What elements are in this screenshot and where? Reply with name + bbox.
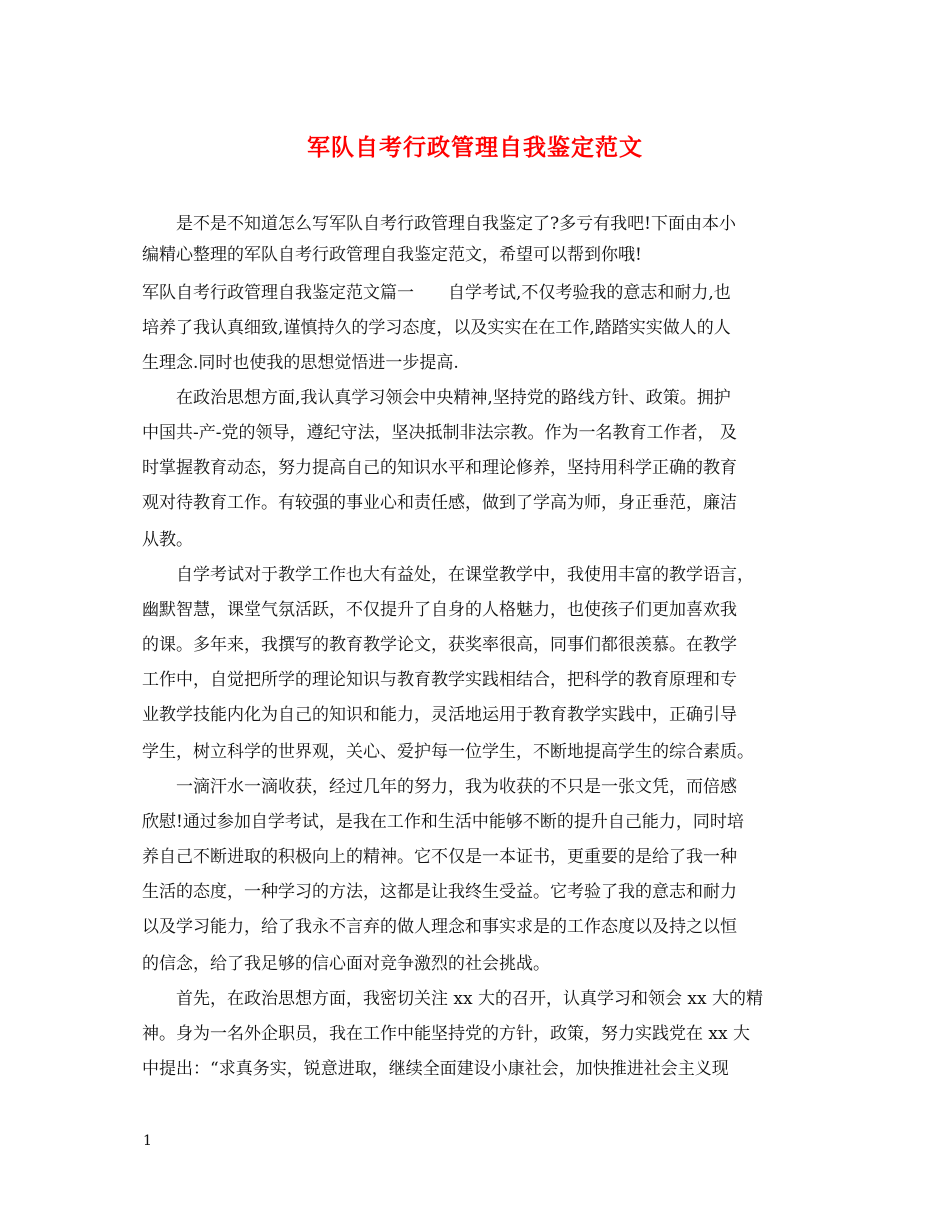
- body-line: 军队自考行政管理自我鉴定范文篇一 自学考试,不仅考验我的意志和耐力,也: [142, 283, 731, 303]
- body-line: 自学考试对于教学工作也大有益处，在课堂教学中，我使用丰富的教学语言，: [142, 565, 754, 585]
- body-line: 欣慰!通过参加自学考试，是我在工作和生活中能够不断的提升自己能力，同时培: [142, 812, 744, 832]
- body-line: 工作中，自觉把所学的理论知识与教育教学实践相结合，把科学的教育原理和专: [142, 670, 737, 690]
- body-line: 从教。: [142, 530, 193, 550]
- body-line: 以及学习能力，给了我永不言弃的做人理念和事实求是的工作态度以及持之以恒: [142, 917, 737, 937]
- body-line: 观对待教育工作。有较强的事业心和责任感，做到了学高为师，身正垂范，廉洁: [142, 493, 737, 513]
- body-line: 在政治思想方面,我认真学习领会中央精神,坚持党的路线方针、政策。拥护: [142, 388, 731, 408]
- body-line: 编精心整理的军队自考行政管理自我鉴定范文，希望可以帮到你哦!: [142, 245, 642, 265]
- body-line: 时掌握教育动态，努力提高自己的知识水平和理论修养，坚持用科学正确的教育: [142, 458, 737, 478]
- body-line: 培养了我认真细致,谨慎持久的学习态度，以及实实在在工作,踏踏实实做人的人: [142, 318, 731, 338]
- body-line: 神。身为一名外企职员，我在工作中能坚持党的方针，政策，努力实践党在 xx 大: [142, 1024, 750, 1044]
- body-line: 的信念，给了我足够的信心面对竞争激烈的社会挑战。: [142, 954, 550, 974]
- body-line: 生理念.同时也使我的思想觉悟进一步提高.: [142, 353, 459, 373]
- body-line: 学生，树立科学的世界观，关心、爱护每一位学生，不断地提高学生的综合素质。: [142, 742, 754, 762]
- body-line: 养自己不断进取的积极向上的精神。它不仅是一本证书，更重要的是给了我一种: [142, 847, 737, 867]
- body-line: 是不是不知道怎么写军队自考行政管理自我鉴定了?多亏有我吧!下面由本小: [142, 214, 736, 234]
- body-line: 首先，在政治思想方面，我密切关注 xx 大的召开，认真学习和领会 xx 大的精: [142, 989, 763, 1009]
- body-line: 中国共-产-党的领导，遵纪守法，坚决抵制非法宗教。作为一名教育工作者， 及: [142, 423, 737, 443]
- page-number: 1: [143, 1133, 152, 1149]
- document-title: 军队自考行政管理自我鉴定范文: [307, 134, 643, 161]
- body-line: 幽默智慧，课堂气氛活跃，不仅提升了自身的人格魅力，也使孩子们更加喜欢我: [142, 600, 737, 620]
- body-line: 的课。多年来，我撰写的教育教学论文，获奖率很高，同事们都很羡慕。在教学: [142, 635, 737, 655]
- body-line: 业教学技能内化为自己的知识和能力，灵活地运用于教育教学实践中，正确引导: [142, 705, 737, 725]
- body-line: 中提出：“求真务实，锐意进取，继续全面建设小康社会，加快推进社会主义现: [142, 1059, 729, 1079]
- body-line: 一滴汗水一滴收获，经过几年的努力，我为收获的不只是一张文凭，而倍感: [142, 777, 737, 797]
- body-line: 生活的态度，一种学习的方法，这都是让我终生受益。它考验了我的意志和耐力: [142, 882, 737, 902]
